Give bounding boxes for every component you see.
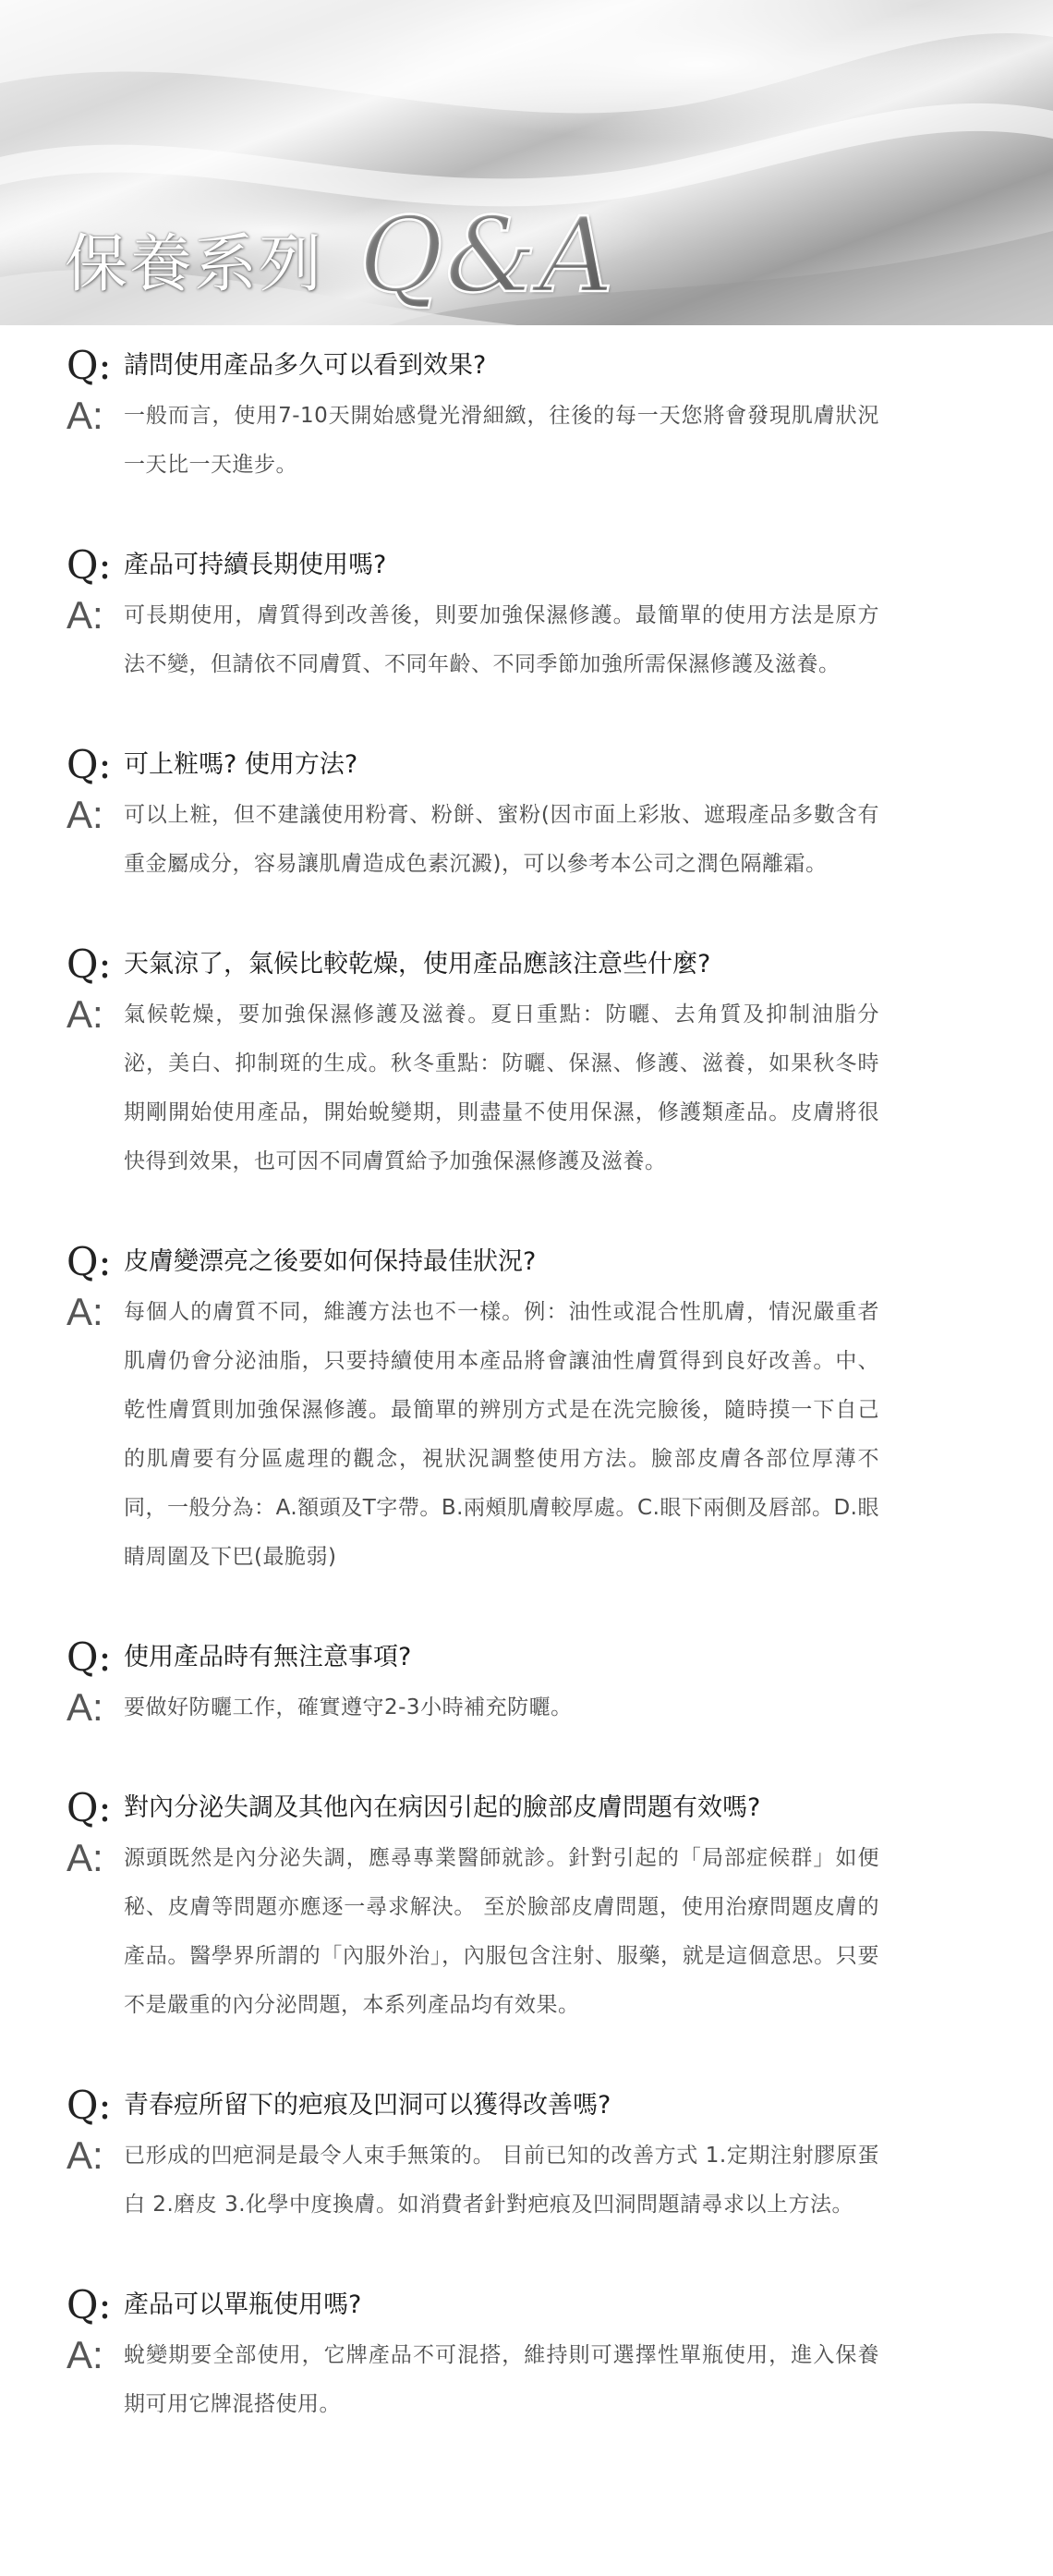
answer-mark: A: (67, 992, 103, 1036)
page-title (65, 196, 615, 316)
question-mark: Q: (67, 1785, 112, 1830)
question-text: 產品可持續長期使用嗎? (124, 551, 387, 579)
question-mark: Q: (67, 343, 112, 388)
question-row (67, 741, 879, 789)
header-banner (0, 0, 1053, 325)
question-row (67, 342, 879, 390)
answer-text: 要做好防曬工作，確實遵守2-3小時補充防曬。 (124, 1695, 573, 1719)
answer-row (67, 1288, 879, 1582)
question-text: 產品可以單瓶使用嗎? (124, 2290, 362, 2319)
answer-text: 源頭既然是內分泌失調，應尋專業醫師就診。針對引起的「局部症候群」如便秘、皮膚等問題亦應逐一尋求解決。 至於臉部皮膚問題，使用治療問題皮膚的產品。醫學界所謂的「內服外治」，內服包含注射、服藥，就是這個意思。只要不是嚴重的內分泌問題，本系列產品均有效果。 (124, 1846, 879, 2017)
question-row (67, 2082, 879, 2130)
qa-item (67, 1238, 879, 1582)
answer-text: 可長期使用，膚質得到改善後，則要加強保濕修護。最簡單的使用方法是原方法不變，但請依不同膚質、不同年齡、不同季節加強所需保濕修護及滋養。 (124, 603, 879, 676)
answer-row (67, 2132, 879, 2230)
question-mark: Q: (67, 1239, 112, 1284)
answer-mark: A: (67, 593, 103, 637)
answer-mark: A: (67, 793, 103, 836)
question-mark: Q: (67, 2083, 112, 2128)
answer-text: 已形成的凹疤洞是最令人束手無策的。 目前已知的改善方式 1.定期注射膠原蛋白 2.磨皮 3.化學中度換膚。如消費者針對疤痕及凹洞問題請尋求以上方法。 (124, 2144, 879, 2217)
page-title-chinese: 保養系列 (65, 228, 324, 301)
question-text: 皮膚變漂亮之後要如何保持最佳狀況? (124, 1247, 537, 1276)
answer-text: 可以上粧，但不建議使用粉膏、粉餅、蜜粉(因市面上彩妝、遮瑕產品多數含有重金屬成分，容易讓肌膚造成色素沉澱)，可以參考本公司之潤色隔離霜。 (124, 803, 879, 876)
question-text: 對內分泌失調及其他內在病因引起的臉部皮膚問題有效嗎? (124, 1793, 761, 1822)
answer-row (67, 2331, 879, 2429)
answer-row (67, 591, 879, 689)
qa-item (67, 2082, 879, 2230)
answer-row (67, 1683, 879, 1732)
answer-mark: A: (67, 2333, 103, 2376)
qa-item (67, 741, 879, 889)
answer-text: 一般而言，使用7-10天開始感覺光滑細緻，往後的每一天您將會發現肌膚狀況一天比一天進步。 (124, 404, 879, 477)
page-title-qa: Q&A (358, 196, 616, 316)
question-row (67, 1238, 879, 1286)
question-row (67, 941, 879, 989)
answer-mark: A: (67, 1836, 103, 1879)
qa-item (67, 941, 879, 1186)
answer-row (67, 1834, 879, 2030)
answer-row (67, 392, 879, 490)
qa-list (67, 342, 879, 2481)
question-text: 青春痘所留下的疤痕及凹洞可以獲得改善嗎? (124, 2091, 611, 2120)
answer-row (67, 791, 879, 889)
qa-item (67, 2281, 879, 2429)
question-row (67, 541, 879, 589)
question-row (67, 2281, 879, 2329)
answer-mark: A: (67, 394, 103, 437)
question-mark: Q: (67, 2282, 112, 2327)
qa-item (67, 541, 879, 689)
answer-mark: A: (67, 1685, 103, 1729)
question-text: 天氣涼了，氣候比較乾燥，使用產品應該注意些什麼? (124, 950, 711, 978)
question-mark: Q: (67, 742, 112, 787)
question-row (67, 1784, 879, 1832)
question-row (67, 1634, 879, 1682)
question-text: 使用產品時有無注意事項? (124, 1643, 412, 1671)
question-mark: Q: (67, 942, 112, 987)
answer-mark: A: (67, 2133, 103, 2177)
qa-item (67, 1784, 879, 2030)
question-mark: Q: (67, 1634, 112, 1680)
answer-text: 氣候乾燥，要加強保濕修護及滋養。夏日重點：防曬、去角質及抑制油脂分泌，美白、抑制斑的生成。秋冬重點：防曬、保濕、修護、滋養，如果秋冬時期剛開始使用產品，開始蛻變期，則盡量不使用保濕，修護類產品。皮膚將很快得到效果，也可因不同膚質給予加強保濕修護及滋養。 (124, 1002, 879, 1173)
answer-mark: A: (67, 1290, 103, 1333)
question-mark: Q: (67, 542, 112, 588)
question-text: 可上粧嗎? 使用方法? (124, 750, 358, 779)
answer-text: 蛻變期要全部使用，它牌產品不可混搭，維持則可選擇性單瓶使用，進入保養期可用它牌混搭使用。 (124, 2343, 879, 2416)
question-text: 請問使用產品多久可以看到效果? (124, 351, 487, 380)
qa-item (67, 1634, 879, 1732)
qa-item (67, 342, 879, 490)
answer-row (67, 990, 879, 1186)
answer-text: 每個人的膚質不同，維護方法也不一樣。例：油性或混合性肌膚，情況嚴重者肌膚仍會分泌油脂，只要持續使用本產品將會讓油性膚質得到良好改善。中、乾性膚質則加強保濕修護。最簡單的辨別方式是在洗完臉後，隨時摸一下自己的肌膚要有分區處理的觀念，視狀況調整使用方法。臉部皮膚各部位厚薄不同，一般分為：A.額頭及T字帶。B.兩頰肌膚較厚處。C.眼下兩側及唇部。D.眼睛周圍及下巴(最脆弱) (124, 1300, 879, 1569)
